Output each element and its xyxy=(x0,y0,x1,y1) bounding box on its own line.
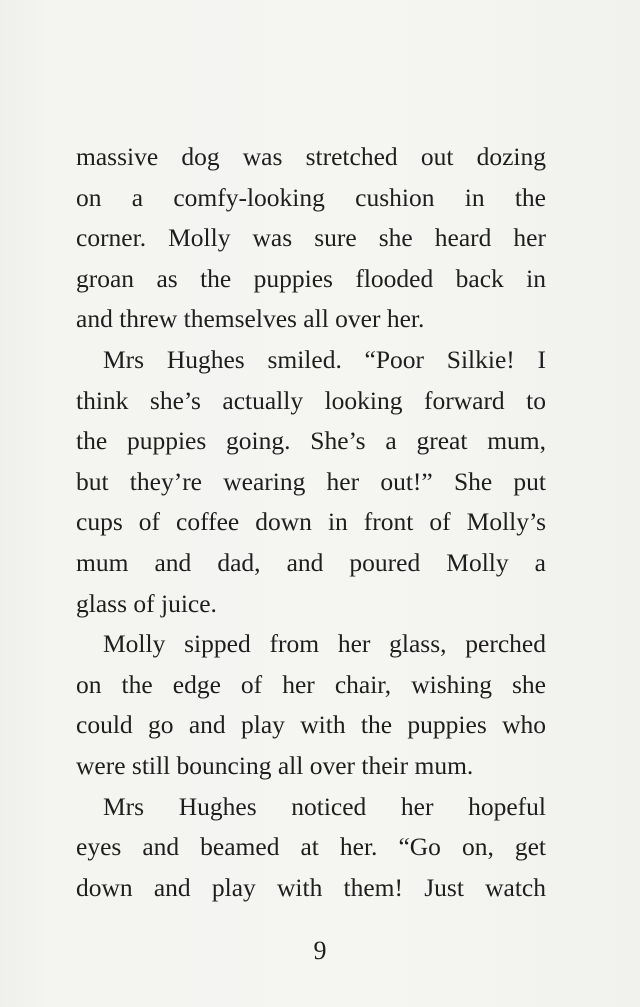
text-line: were still bouncing all over their mum. xyxy=(76,750,474,780)
text-line: cups of coffee down in front of Molly’s xyxy=(76,507,546,537)
text-line: on a comfy-looking cushion in the xyxy=(76,182,546,212)
text-line: Mrs Hughes noticed her hopeful xyxy=(103,791,546,821)
text-line: mum and dad, and poured Molly a xyxy=(76,547,546,577)
page-number: 9 xyxy=(313,936,327,965)
text-line: Mrs Hughes smiled. “Poor Silkie! I xyxy=(103,344,546,374)
text-line: massive dog was stretched out dozing xyxy=(76,142,546,171)
text-line: eyes and beamed at her. “Go on, get xyxy=(76,832,546,862)
text-line: but they’re wearing her out!” She put xyxy=(76,466,546,496)
text-line: Molly sipped from her glass, perched xyxy=(103,629,546,659)
text-line: groan as the puppies flooded back in xyxy=(76,263,546,293)
text-line: on the edge of her chair, wishing she xyxy=(76,669,546,699)
text-line: down and play with them! Just watch xyxy=(76,872,546,902)
text-line: think she’s actually looking forward to xyxy=(76,385,546,415)
text-line: could go and play with the puppies who xyxy=(76,710,546,740)
body-text xyxy=(76,137,546,908)
text-line: and threw themselves all over her. xyxy=(76,304,425,334)
text-line: glass of juice. xyxy=(76,588,217,618)
text-line: the puppies going. She’s a great mum, xyxy=(76,426,546,456)
text-line: corner. Molly was sure she heard her xyxy=(76,223,546,253)
